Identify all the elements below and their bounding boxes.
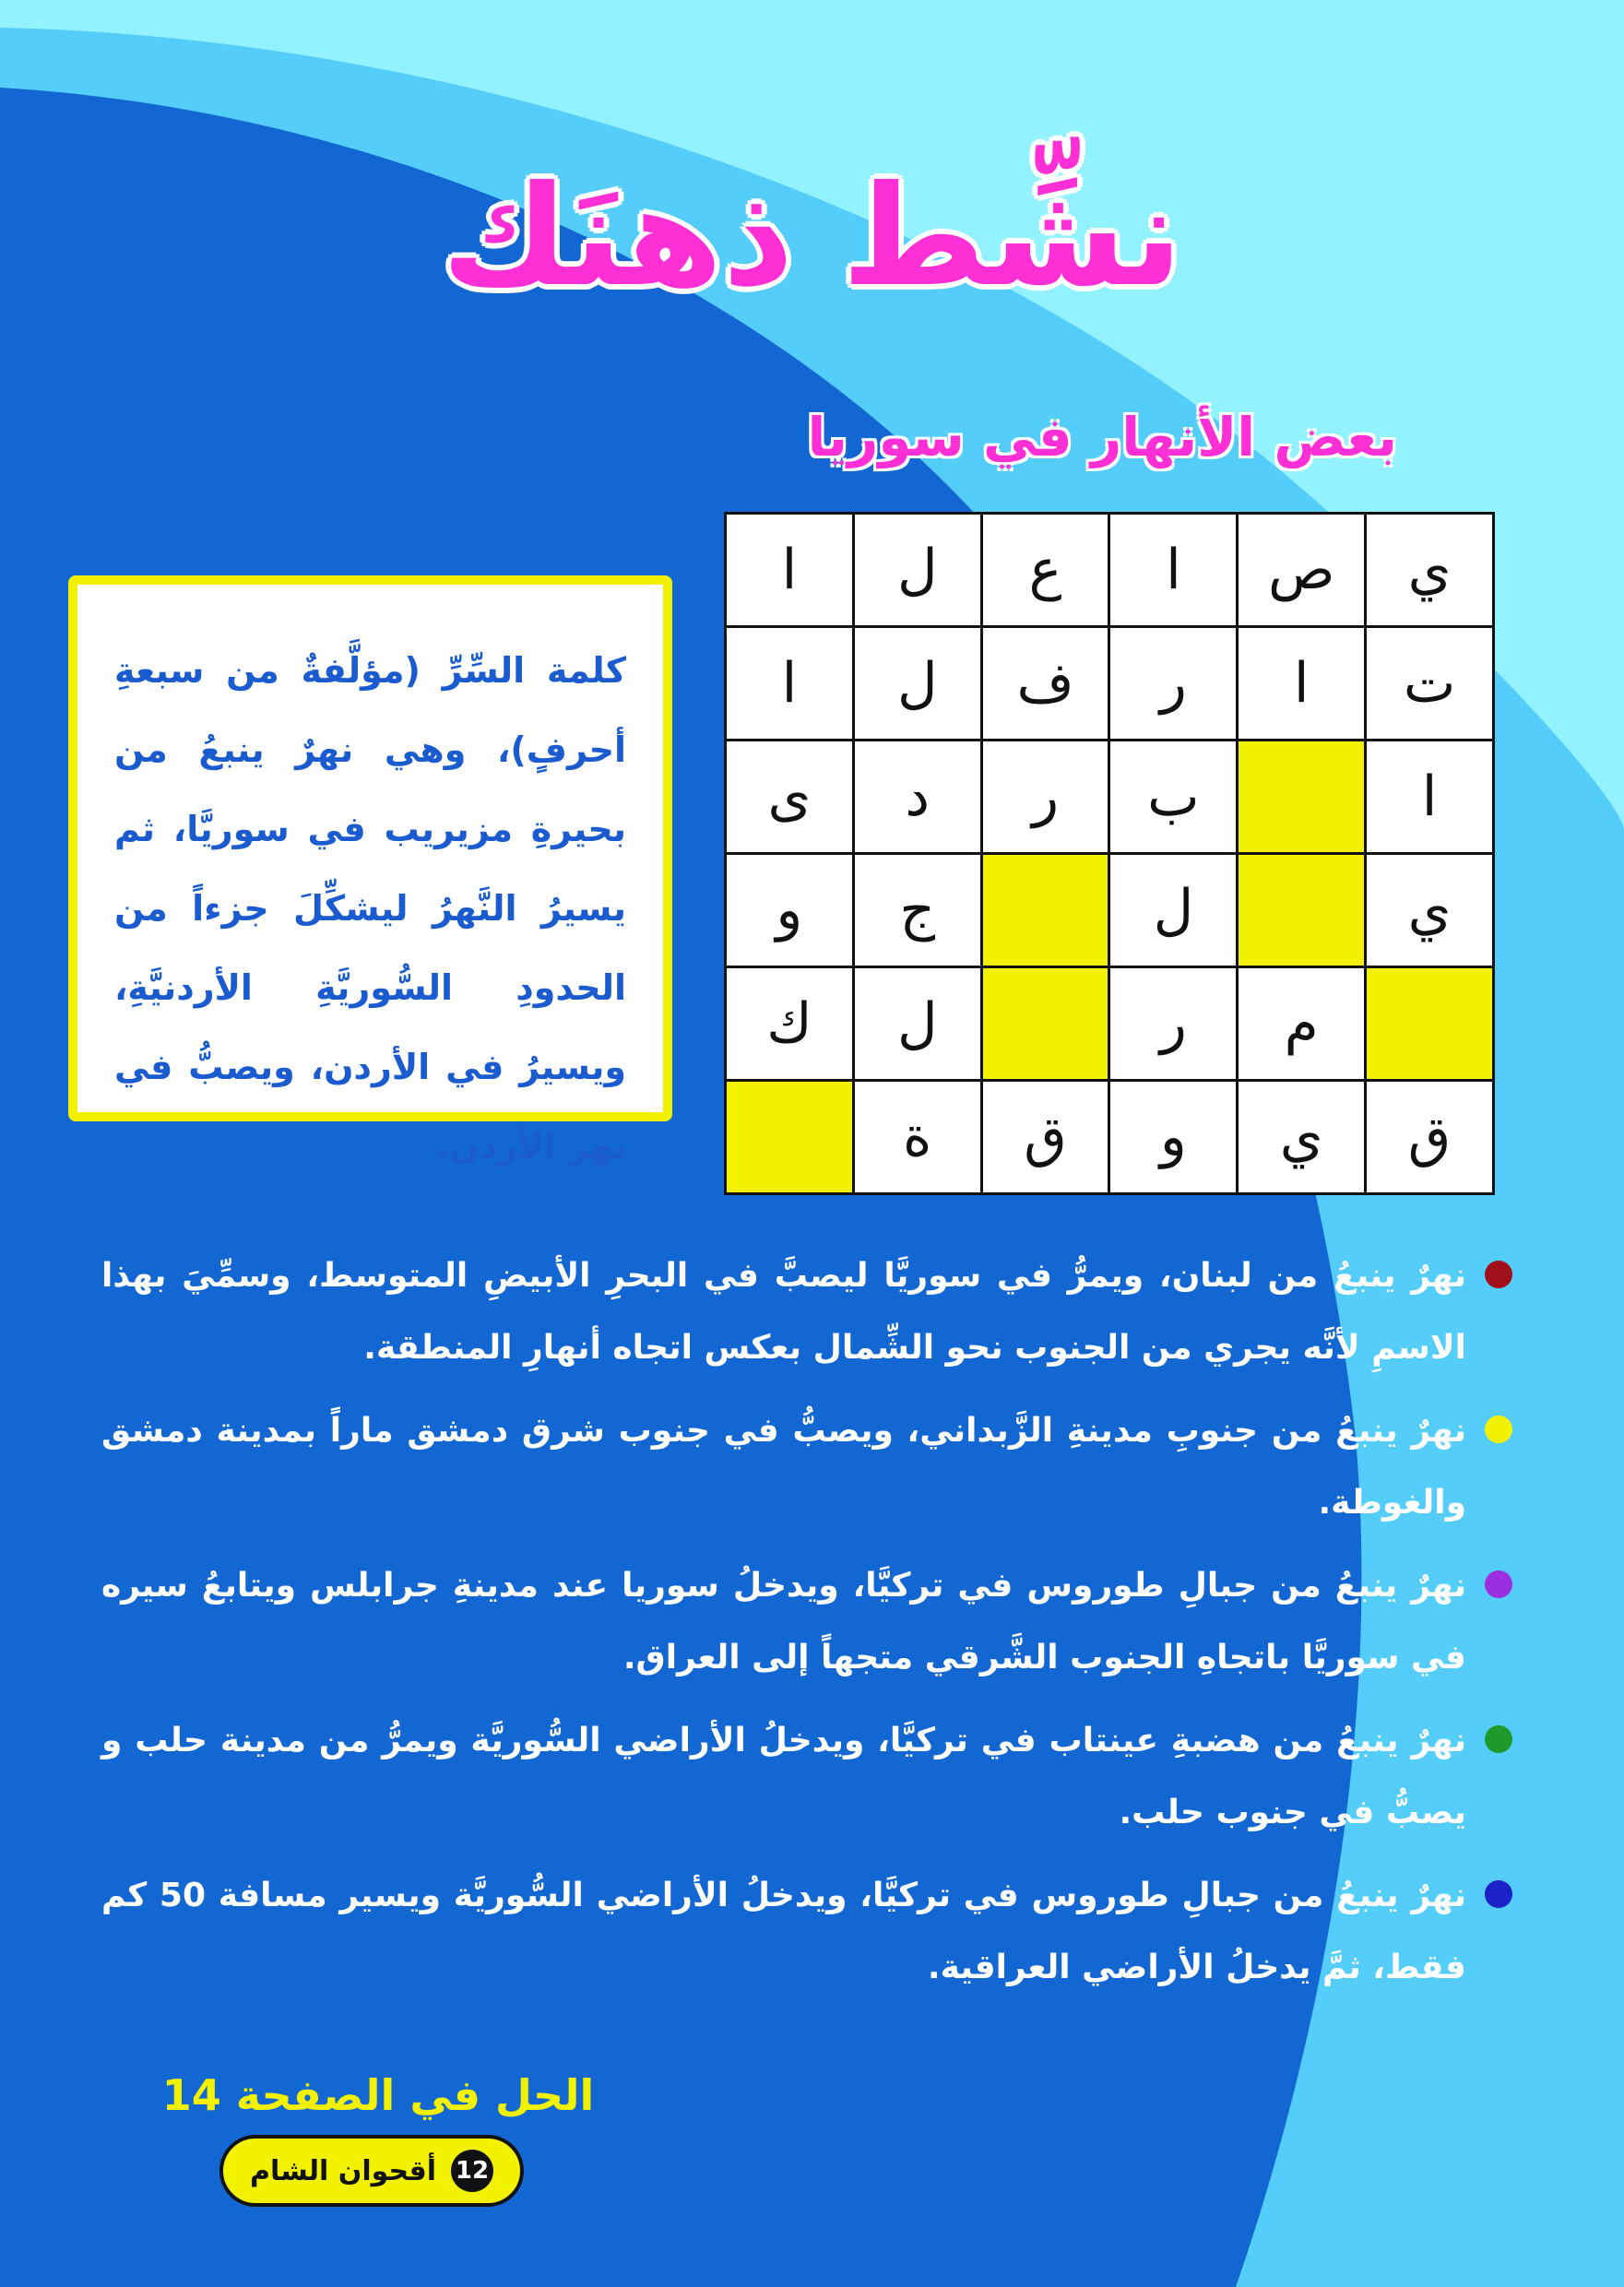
clue-text: نهرٌ ينبعُ من جنوبِ مدينةِ الزَّبداني، ويصبُّ في جنوب شرق دمشق ماراً بمدينة دمشق والغوطة. [101,1412,1466,1522]
clue-item [101,1705,1512,1849]
clue-item [101,1860,1512,2004]
grid-cell-shaded [1238,854,1366,967]
grid-cell: و [1109,1081,1238,1194]
grid-cell: ا [1109,514,1238,627]
grid-cell: د [853,741,981,854]
grid-cell: ق [1366,1081,1494,1194]
grid-cell: و [726,854,854,967]
clue-item [101,1240,1512,1384]
clue-bullet-icon [1485,1725,1512,1753]
clue-text: نهرٌ ينبعُ من جبالِ طوروس في تركيَّا، ويدخلُ سوريا عند مدينةِ جرابلس ويتابعُ سيره في سوريَّا باتجاهِ الجنوب الشَّرقي متجهاً إلى العراق. [101,1567,1466,1677]
grid-cell: ج [853,854,981,967]
page-number: 12 [451,2150,493,2192]
page-title: نشِّط ذهنَك [441,157,1183,317]
grid-cell: ق [981,1081,1109,1194]
grid-cell: ي [1238,1081,1366,1194]
grid-cell: ل [853,967,981,1081]
clue-bullet-icon [1485,1261,1512,1288]
clue-bullet-icon [1485,1416,1512,1443]
grid-cell: ع [981,514,1109,627]
clue-text: نهرٌ ينبعُ من جبالِ طوروس في تركيَّا، ويدخلُ الأراضي السُّوريَّة ويسير مسافة 50 كم فقط، ثمَّ يدخلُ الأراضي العراقية. [101,1877,1466,1986]
solution-reference: الحل في الصفحة 14 [161,2070,595,2120]
grid-cell-shaded [1238,741,1366,854]
grid-cell: ص [1238,514,1366,627]
grid-cell: ى [726,741,854,854]
grid-cell: ت [1366,627,1494,741]
grid-cell: ة [853,1081,981,1194]
grid-cell: ل [853,514,981,627]
grid-cell: ا [726,627,854,741]
grid-cell: ل [853,627,981,741]
grid-cell: ي [1366,854,1494,967]
secret-word-clue-box [68,575,672,1167]
clue-bullet-icon [1485,1880,1512,1908]
puzzle-subtitle: بعض الأنهار في سوريا [807,406,1397,468]
secret-word-clue: كلمة السِّرِّ (مؤلَّفةٌ من سبعةِ أحرفٍ)، وهي نهرٌ ينبعُ من بحيرةِ مزيريب في سوريَّا، ثم يسيرُ النَّهرُ ليشكِّلَ جزءاً من الحدودِ السُّوريَّةِ الأردنيَّةِ، ويسيرُ في الأردن، ويصبُّ في نهر الأردن. [114,650,626,1167]
grid-cell: م [1238,967,1366,1081]
clue-text: نهرٌ ينبعُ من لبنان، ويمرُّ في سوريَّا ليصبَّ في البحرِ الأبيضِ المتوسط، وسمِّيَ بهذا الاسمِ لأنَّه يجري من الجنوب نحو الشِّمال بعكس اتجاه أنهارِ المنطقة. [101,1257,1466,1367]
grid-cell: ر [981,741,1109,854]
grid-row [726,514,1494,627]
grid-cell: ر [1109,627,1238,741]
clue-item [101,1550,1512,1694]
grid-cell: ك [726,967,854,1081]
grid-cell: ر [1109,967,1238,1081]
grid-cell: ا [1366,741,1494,854]
clue-text: نهرٌ ينبعُ من هضبةِ عينتاب في تركيَّا، ويدخلُ الأراضي السُّوريَّة ويمرُّ من مدينة حلب و يصبُّ في جنوب حلب. [101,1722,1466,1831]
grid-row [726,967,1494,1081]
word-search-grid [724,512,1495,1195]
grid-cell: ف [981,627,1109,741]
grid-row [726,1081,1494,1194]
grid-cell-shaded [981,854,1109,967]
grid-row [726,741,1494,854]
grid-cell-shaded [1366,967,1494,1081]
grid-cell-shaded [981,967,1109,1081]
grid-cell: ي [1366,514,1494,627]
grid-cell: ب [1109,741,1238,854]
river-clues-list [101,1240,1512,2015]
grid-row [726,627,1494,741]
grid-row [726,854,1494,967]
grid-cell: ا [726,514,854,627]
magazine-name: أقحوان الشام [249,2154,437,2187]
clue-item [101,1395,1512,1539]
grid-cell: ا [1238,627,1366,741]
grid-cell-shaded [726,1081,854,1194]
magazine-badge [219,2135,524,2207]
clue-bullet-icon [1485,1570,1512,1598]
grid-cell: ل [1109,854,1238,967]
